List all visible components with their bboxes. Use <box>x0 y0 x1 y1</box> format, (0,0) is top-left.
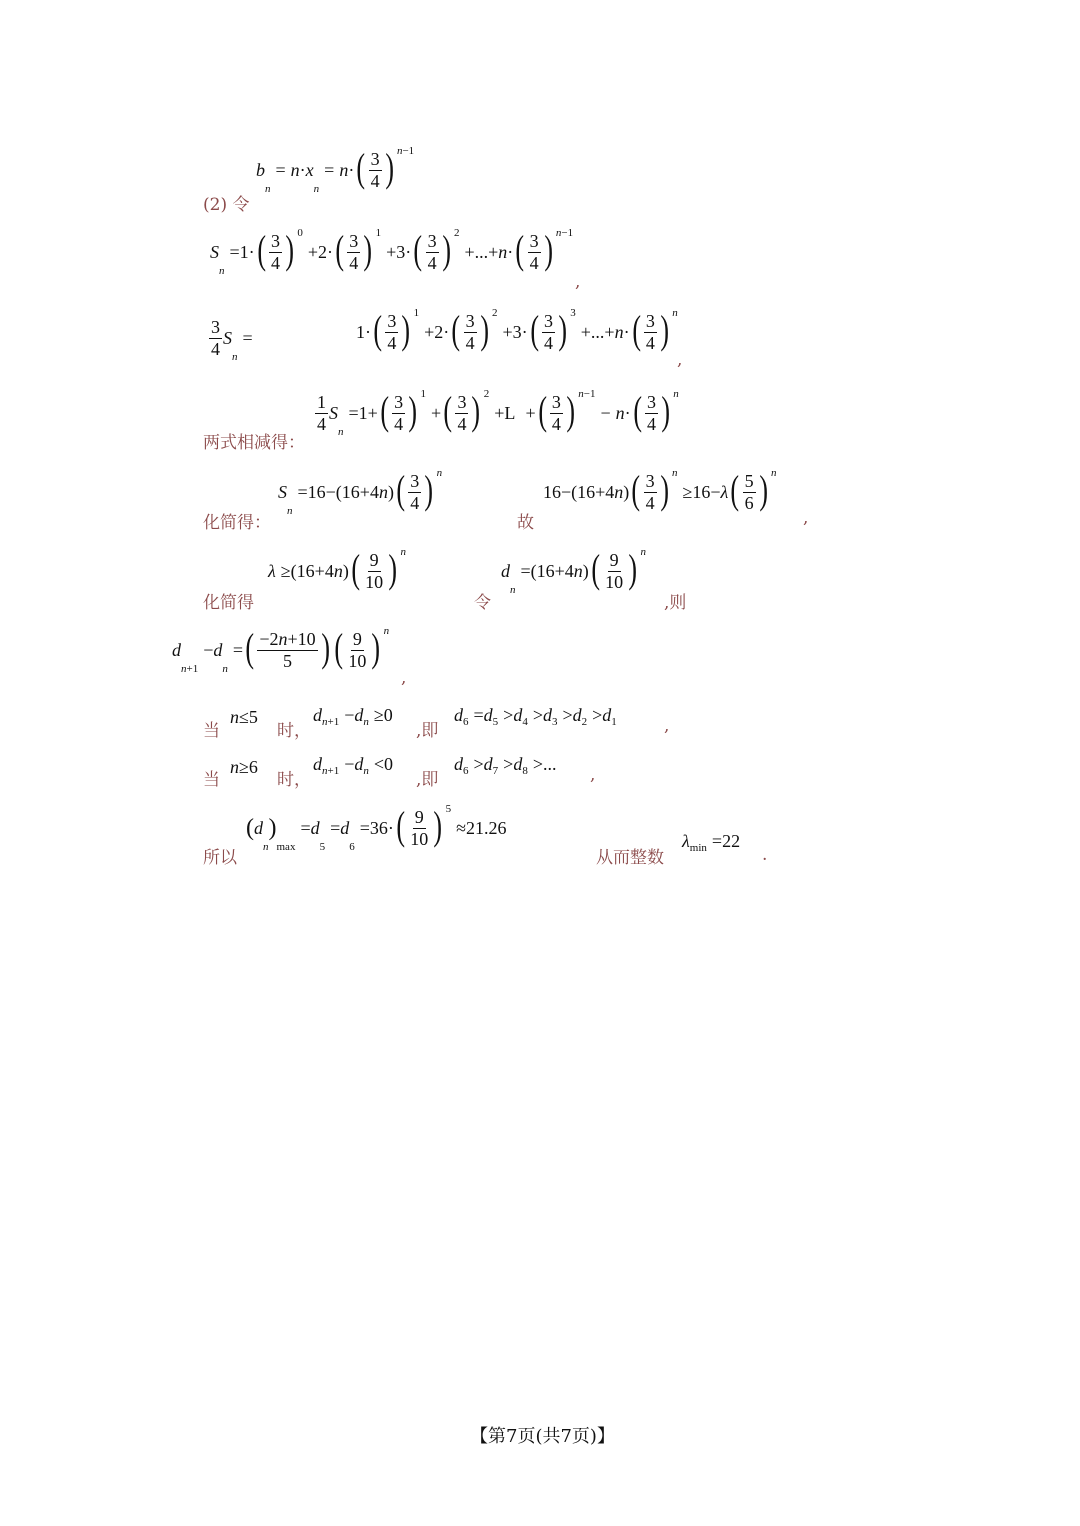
formula-max: ( d n ) max = d 5 = d 6 =36· ( $\frac{9}{10}$ ) 5 ≈21.26 <box>246 803 507 853</box>
page-footer: 【第7页(共7页)】 <box>470 1426 615 1447</box>
comma-3: , <box>803 508 809 528</box>
when-label-1: 当 <box>203 721 220 741</box>
so-label: 所以 <box>203 848 237 868</box>
ie-label-2: ,即 <box>416 770 439 790</box>
comma-6: , <box>590 765 596 785</box>
therefore-label: 故 <box>517 513 534 533</box>
formula-case2-ineq: d n+1 − d n <0 <box>313 754 394 777</box>
hence-label: 从而整数 <box>596 848 664 868</box>
subtract-label: 两式相减得： <box>203 433 305 453</box>
formula-Sn-closed: S n =16−(16+4 n ) ( $\frac{3}{4}$ ) n <box>278 467 443 517</box>
formula-case1-cond: n ≤5 <box>230 707 258 727</box>
comma-4: , <box>401 668 407 688</box>
formula-dn-def: d n =(16+4 n ) ( $\frac{9}{10}$ ) n <box>501 546 646 596</box>
comma-5: , <box>664 716 670 736</box>
formula-three-quarter-Sn-rhs: 1· ( $\frac{3}{4}$ ) 1 +2· ( $\frac{3}{4}$ ) 2 +3· ( $\frac{3}{4}$ ) 3 +...+ n · ( $\frac{3}{4}$ ) n <box>356 307 678 353</box>
then-label: ,则 <box>664 593 687 613</box>
when-label-2: 当 <box>203 770 220 790</box>
simplify-label: 化简得： <box>203 513 271 533</box>
formula-Sn: S n =1· ( $\frac{3}{4}$ ) 0 +2· ( $\frac{3}{4}$ ) 1 +3· ( $\frac{3}{4}$ ) 2 +...+ n · ( $\frac{3}{4}$ ) n−1 <box>210 227 574 277</box>
formula-case1-chain: d 6 = d 5 > d 4 > d 3 > d 2 > d 1 <box>454 705 617 728</box>
formula-ineq1: 16−(16+4 n ) ( $\frac{3}{4}$ ) n ≥16− λ ( $\frac{5}{6}$ ) n <box>543 467 777 513</box>
comma-2: , <box>677 350 683 370</box>
simplify-label-2: 化简得 <box>203 593 254 613</box>
formula-case2-cond: n ≥6 <box>230 757 258 777</box>
formula-diff: d n+1 − d n = ( $\frac{-2n+10}{5}$ ) ( $\frac{9}{10}$ ) n <box>172 625 390 675</box>
time-label-2: 时， <box>277 770 311 790</box>
let-label: 令 <box>474 593 491 613</box>
formula-case2-chain: d 6 > d 7 > d 8 >... <box>454 754 557 777</box>
time-label-1: 时， <box>277 721 311 741</box>
formula-case1-ineq: d n+1 − d n ≥0 <box>313 705 393 728</box>
period: . <box>762 845 768 865</box>
formula-lambda-ineq: λ ≥(16+4 n ) ( $\frac{9}{10}$ ) n <box>268 546 406 592</box>
formula-three-quarter-Sn-lhs: $\frac{3}{4}$ S n = <box>211 317 253 363</box>
formula-lambda-min: λ min =22 <box>682 831 741 854</box>
comma-1: , <box>575 272 581 292</box>
ie-label-1: ,即 <box>416 721 439 741</box>
part2-label: (2) 令 <box>203 195 250 215</box>
formula-quarter-Sn: $\frac{1}{4}$ S n =1+ ( $\frac{3}{4}$ ) 1 + ( $\frac{3}{4}$ ) 2 +L + ( $\frac{3}{4}$ ) n−1 − n · ( $\frac{3}{4}$ ) n <box>317 388 679 438</box>
formula-bn: b n = n · x n = n · ( $\frac{3}{4}$ ) n−1 <box>256 145 415 195</box>
